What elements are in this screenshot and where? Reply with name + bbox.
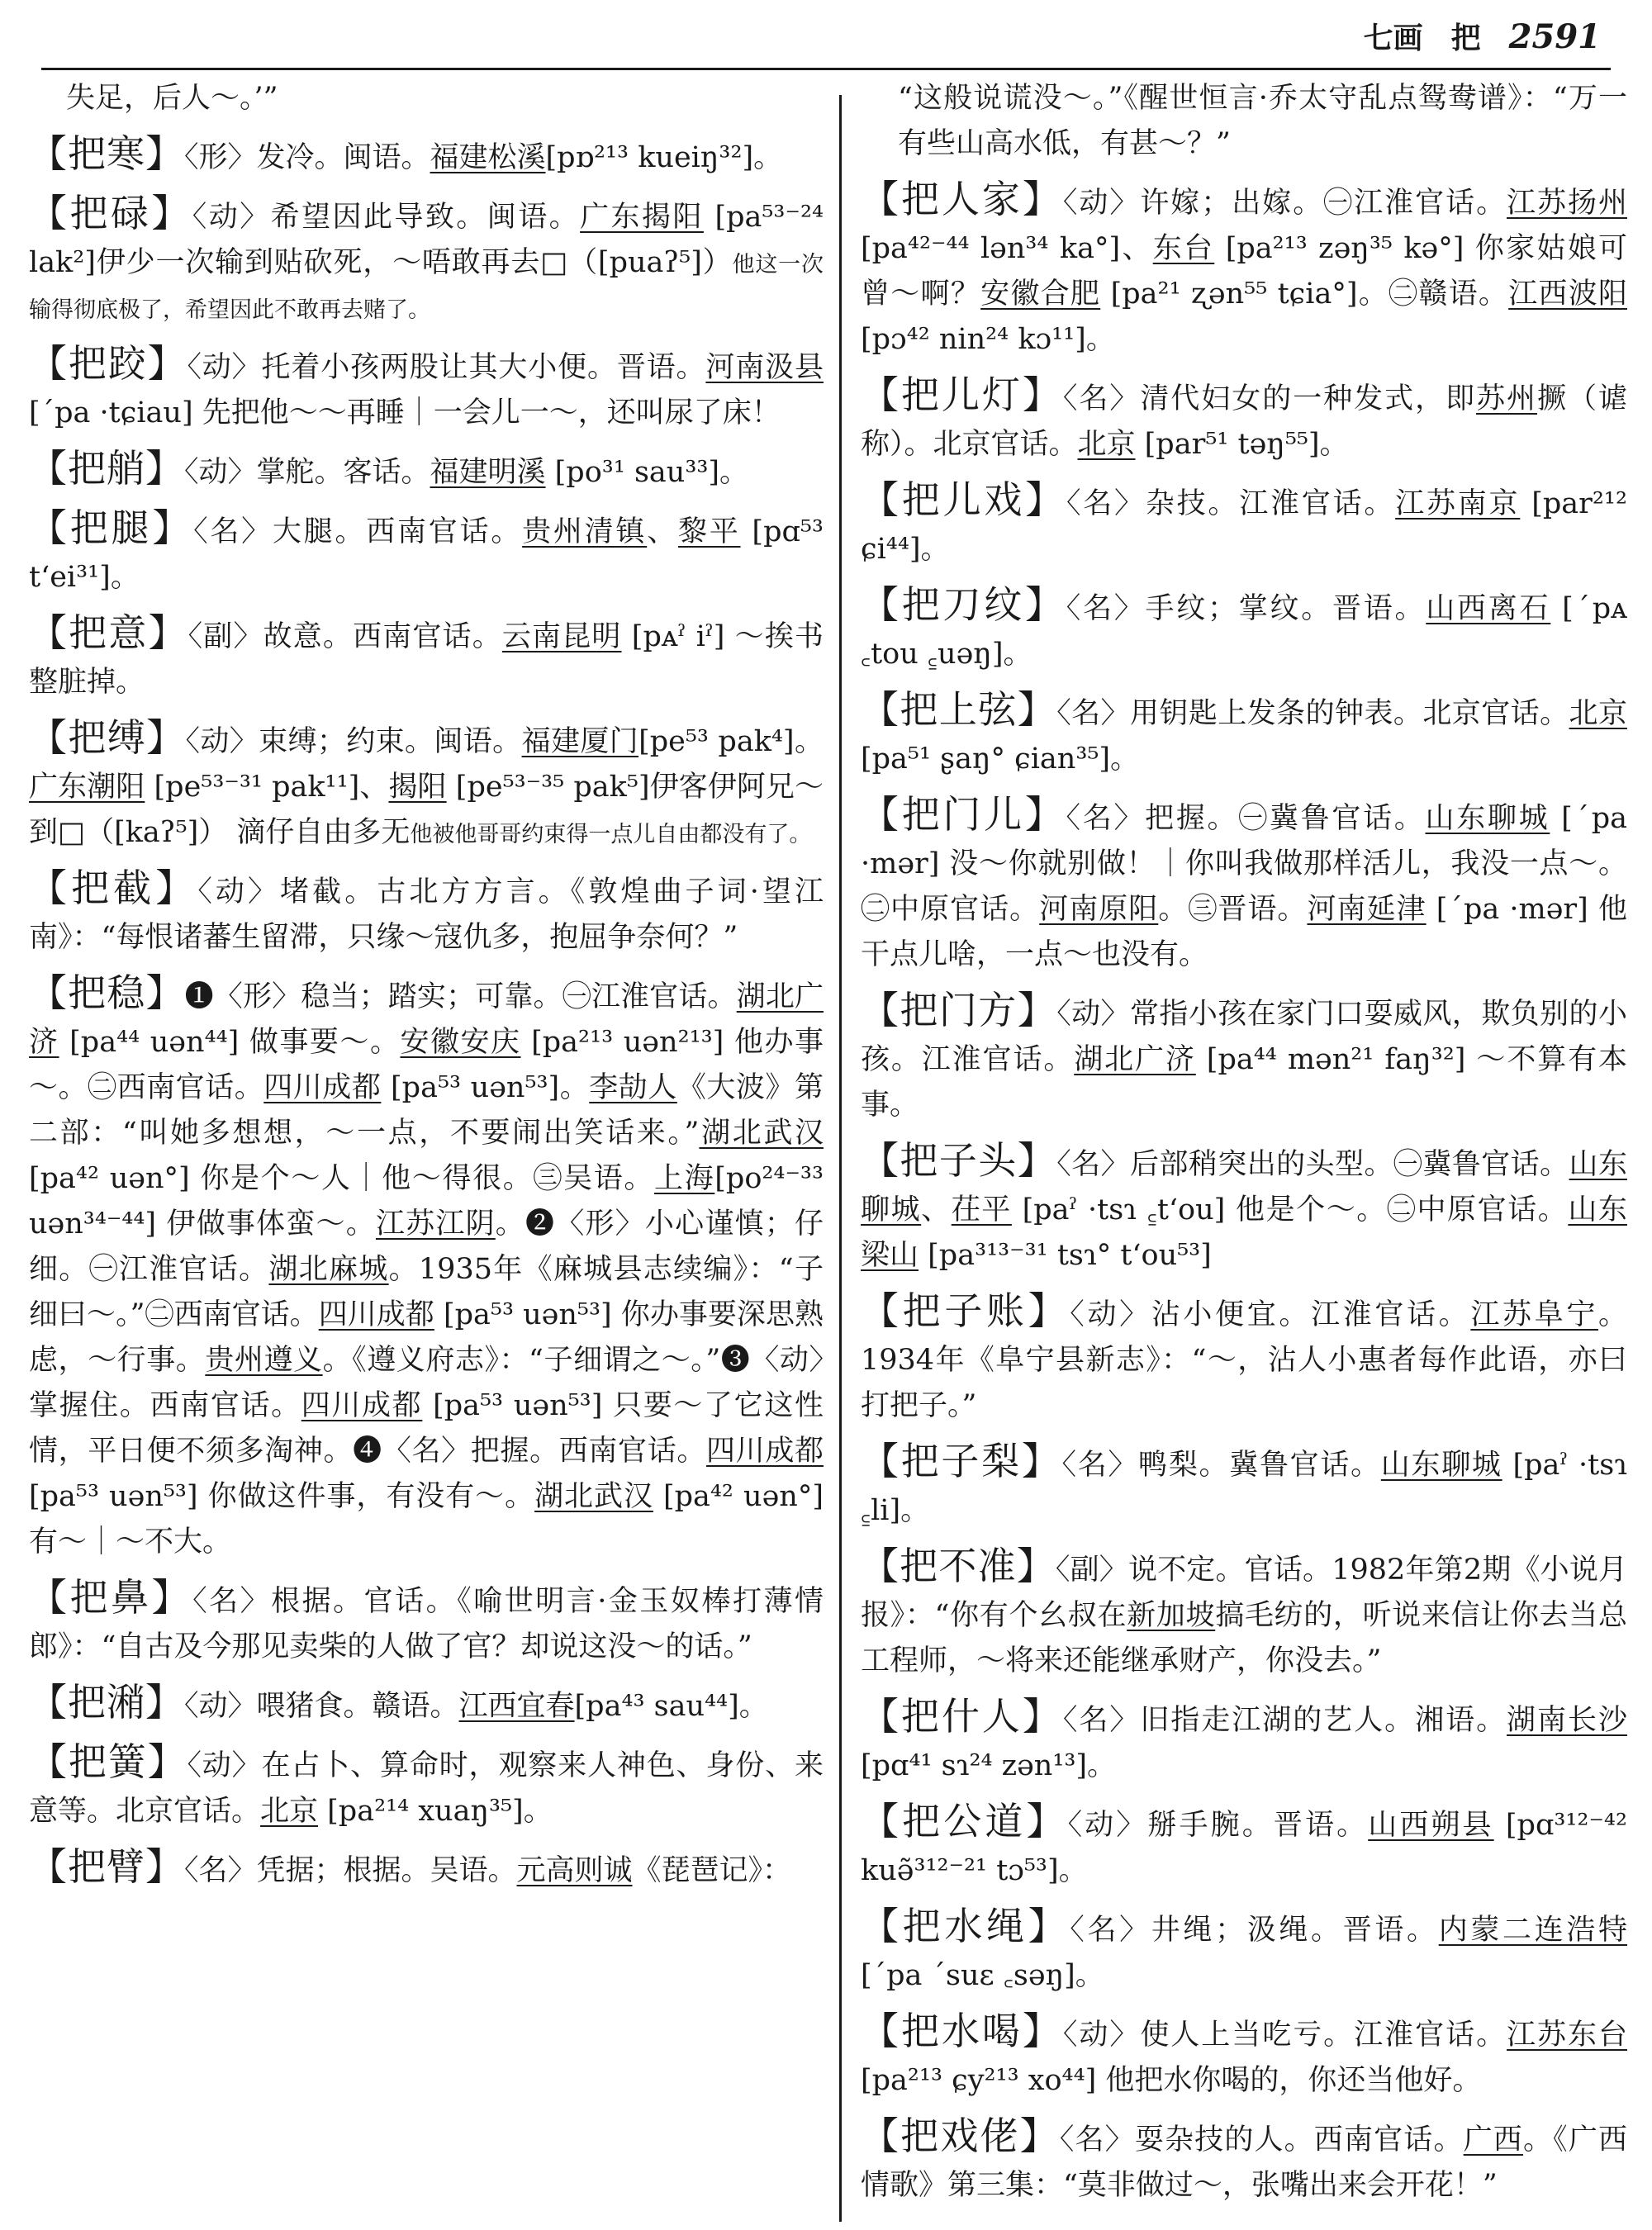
entry-headword: 【把人家】 (861, 177, 1063, 221)
column-divider (839, 95, 842, 2222)
dictionary-entry (861, 2009, 1627, 2104)
entry-headword: 【把缚】 (29, 715, 186, 760)
entry-text: [pɑ³¹²⁻⁴² kuə̃³¹²⁻²¹ tɔ⁵³]。 (861, 1809, 1627, 1887)
entry-text: 。1934年《阜宁县新志》：“～，沾人小惠者每作此语，亦曰打把子。” (861, 1298, 1627, 1422)
entry-headword: 【把意】 (29, 610, 188, 655)
entry-text: [pa⁴⁴ mən²¹ faŋ³²] ～不算有本事。 (861, 1043, 1627, 1122)
header-rule (41, 68, 1611, 70)
entry-text: [pɑ⁵³ tʻei³¹]。 (29, 515, 824, 594)
section-label: 七画 (1363, 21, 1423, 55)
place-name: 福建松溪 (430, 141, 546, 174)
place-name: 上海 (653, 1162, 715, 1195)
dictionary-entry (29, 866, 824, 961)
entry-headword: 【把水喝】 (861, 2009, 1063, 2053)
entry-text: [pa²¹³ ɕy²¹³ xo⁴⁴] 他把水你喝的，你还当他好。 (861, 2064, 1482, 2097)
entry-text: [ˊpa ·tɕiau] 先把他～～再睡｜一会儿一～，还叫尿了床！ (29, 396, 781, 429)
entry-text: 〈动〉堵截。古北方方言。《敦煌曲子词·望江南》：“每恨诸蕃生留滞，只缘～寇仇多，抱屈争奈何？” (29, 875, 824, 954)
entry-text: 〈动〉许嫁；出嫁。㊀江淮官话。 (1062, 187, 1507, 220)
dictionary-entry (29, 970, 824, 1565)
entry-headword: 【把臂】 (29, 1844, 184, 1889)
entry-text: 、 (647, 515, 678, 548)
place-name: 湖北广济 (29, 980, 824, 1059)
entry-text: 。❷〈形〉小心谨慎；仔细。㊀江淮官话。 (29, 1208, 824, 1286)
entry-text: 〈动〉掌舵。客话。 (184, 456, 430, 489)
entry-text: [par²¹² ɕi⁴⁴]。 (861, 487, 1627, 566)
entry-headword: 【把儿灯】 (861, 372, 1063, 417)
dictionary-entry (861, 1694, 1627, 1789)
dictionary-entry (861, 687, 1627, 782)
entry-text: 〈名〉手纹；掌纹。晋语。 (1066, 592, 1427, 625)
place-name: 贵州遵义 (205, 1344, 323, 1377)
entry-text: [pa⁴³ sau⁴⁴]。 (574, 1690, 768, 1723)
place-name: 新加坡 (1127, 1599, 1216, 1632)
right-column (861, 76, 1627, 2217)
place-name: 江苏东台 (1507, 2019, 1627, 2052)
entry-text: 〈名〉耍杂技的人。西南官话。 (1059, 2123, 1464, 2156)
place-name: 湖南长沙 (1507, 1704, 1627, 1737)
entry-text: 〈副〉说不定。官话。1982年第2期《小说月报》：“你有个幺叔在 (861, 1554, 1627, 1632)
place-name: 江西宜春 (458, 1690, 575, 1723)
place-name: 山西离石 (1426, 592, 1551, 625)
place-name: 山东聊城 (1380, 1449, 1502, 1482)
entry-text: 〈名〉鸭梨。冀鲁官话。 (1061, 1449, 1381, 1482)
dictionary-entry (29, 191, 824, 331)
dictionary-entry (29, 1575, 824, 1670)
entry-text: 撅（谑称）。北京官话。 (861, 382, 1627, 461)
entry-text: 〈名〉大腿。西南官话。 (193, 515, 523, 548)
entry-headword: 【把门方】 (861, 988, 1057, 1032)
dictionary-entry (861, 988, 1627, 1128)
place-name: 山西朔县 (1368, 1809, 1494, 1842)
entry-headword: 【把戏佬】 (861, 2114, 1060, 2158)
dictionary-entry (861, 477, 1627, 572)
entry-text: 〈名〉井绳；汲绳。晋语。 (1070, 1914, 1439, 1947)
entry-text: 〈动〉托着小孩两股让其大小便。晋语。 (187, 351, 706, 384)
dictionary-entry (861, 177, 1627, 363)
entry-text: [pa⁵³ uən⁵³]。 (381, 1071, 590, 1104)
place-name: 山东梁山 (861, 1193, 1627, 1272)
place-name: 北京 (260, 1795, 319, 1828)
place-name: 贵州清镇 (522, 515, 648, 548)
entry-text: “这般说谎没～。”《醒世恒言·乔太守乱点鸳鸯谱》：“万一有些山高水低，有甚～？” (898, 82, 1627, 160)
entry-text: [pa⁵³⁻²⁴ lak²]伊少一次输到贴砍死，～唔敢再去□（[puaʔ⁵]） (29, 201, 824, 279)
entry-text: [pa⁵¹ ʂaŋ° ɕian³⁵]。 (861, 743, 1140, 776)
entry-text: [pᴀˀ iˀ] ～挨书整脏掉。 (29, 620, 824, 699)
entry-text: [ˊpa ˊsuɛ ꜀səŋ]。 (861, 1959, 1104, 1992)
dictionary-entry (861, 1904, 1627, 1999)
entry-text: 〈动〉希望因此导致。闽语。 (192, 201, 581, 234)
dictionary-entry (29, 1739, 824, 1834)
entry-text: 〈动〉在占卜、算命时，观察来人神色、身份、来意等。北京官话。 (29, 1749, 824, 1828)
entry-headword: 【把水绳】 (861, 1904, 1070, 1948)
entry-text: [pa²¹³ uən²¹³] 他办事～。㊁西南官话。 (29, 1026, 824, 1104)
entry-text: 〈名〉杂技。江淮官话。 (1066, 487, 1396, 520)
entry-headword: 【把公道】 (861, 1799, 1068, 1843)
place-name: 北京 (1077, 428, 1136, 461)
entry-headword: 【把子头】 (861, 1138, 1057, 1183)
place-name: 云南昆明 (501, 620, 622, 653)
dictionary-entry (861, 1138, 1627, 1279)
dictionary-entry (861, 1544, 1627, 1684)
entry-text: [pe⁵³ pak⁴]。 (638, 725, 824, 758)
place-name: 山东聊城 (1425, 802, 1550, 835)
entry-headword: 【把刀纹】 (861, 582, 1066, 627)
entry-text: [paˀ ·tsɿ ꜁tʻou] 他是个～。㊁中原官话。 (1011, 1193, 1569, 1226)
entry-headword: 【把腿】 (29, 505, 194, 550)
entry-headword: 【把子账】 (861, 1288, 1070, 1333)
place-name: 河南汲县 (705, 351, 824, 384)
entry-text: 〈名〉清代妇女的一种发式，即 (1062, 382, 1477, 415)
entry-text: [pa⁵³ uən⁵³] 你做这件事，有没有～。 (29, 1480, 535, 1513)
entry-text: [ˊpᴀ ꜀tou ꜁uəŋ]。 (861, 592, 1627, 671)
dictionary-entry (861, 1439, 1627, 1534)
place-name: 河南原阳 (1039, 893, 1159, 926)
entry-text: [ˊpa ·mər] 没～你就别做！｜你叫我做那样活儿，我没一点～。㊁中原官话。 (861, 802, 1627, 926)
entry-text: [pa⁴² uən°] 有～｜～不大。 (29, 1480, 824, 1559)
place-name: 河南延津 (1307, 893, 1427, 926)
entry-text: [pa²¹ ʐən⁵⁵ tɕia°]。㊁赣语。 (1100, 278, 1509, 311)
place-name: 福建厦门 (521, 725, 639, 758)
dictionary-entry (29, 1680, 824, 1729)
entry-headword: 【把碌】 (29, 191, 192, 235)
entry-text: [pɒ²¹³ kueiŋ³²]。 (545, 141, 783, 174)
place-name: 东台 (1152, 232, 1215, 265)
place-name: 元高则诚 (516, 1854, 633, 1887)
entry-text: [pa⁴²⁻⁴⁴ lən³⁴ ka°]、 (861, 232, 1153, 265)
dictionary-entry (861, 1799, 1627, 1894)
dictionary-entry (29, 446, 824, 496)
entry-text: [pɑ⁴¹ sɿ²⁴ zən¹³]。 (861, 1749, 1117, 1782)
entry-text: [pa⁵³ uən⁵³] 只要～了它这性情，平日便不须多淘神。❹〈名〉把握。西南官话。 (29, 1389, 824, 1468)
entry-text: 。1935年《麻城县志续编》：“子细曰～。”㊁西南官话。 (29, 1253, 824, 1331)
dictionary-entry (861, 372, 1627, 467)
entry-text: 〈动〉束缚；约束。闽语。 (185, 725, 522, 758)
page-header (1364, 15, 1601, 61)
entry-text: [po³¹ sau³³]。 (545, 456, 749, 489)
entry-text: 〈副〉故意。西南官话。 (188, 620, 502, 653)
entry-headword: 【把稳】 (29, 970, 185, 1015)
entry-continuation (66, 76, 824, 121)
left-column (29, 76, 824, 2217)
dictionary-entry (861, 582, 1627, 677)
entry-gloss: 他被他哥哥约束得一点儿自由都没有了。 (410, 822, 812, 847)
dictionary-entry (29, 1844, 824, 1894)
place-name: 四川成都 (263, 1071, 382, 1104)
place-name: 广西 (1463, 2123, 1523, 2156)
entry-text: 。《遵义府志》：“子细谓之～。”❸〈动〉掌握住。西南官话。 (29, 1344, 824, 1422)
entry-headword: 【把儿戏】 (861, 477, 1066, 522)
entry-text: [paˀ ·tsɿ ꜁li]。 (861, 1449, 1627, 1527)
entry-text: 、 (921, 1193, 952, 1226)
dictionary-entry (29, 505, 824, 600)
entry-continuation (898, 76, 1627, 167)
entry-text: 〈动〉使人上当吃亏。江淮官话。 (1062, 2019, 1507, 2052)
entry-headword: 【把鼻】 (29, 1575, 193, 1620)
entry-headword: 【把艄】 (29, 446, 184, 491)
place-name: 四川成都 (318, 1298, 434, 1331)
entry-headword: 【把寒】 (29, 131, 184, 176)
place-name: 茌平 (951, 1193, 1012, 1226)
dictionary-entry (29, 131, 824, 181)
entry-headword: 【把跤】 (29, 341, 188, 386)
entry-text: [pa⁴⁴ uən⁴⁴] 做事要～。 (59, 1026, 401, 1059)
entry-text: 失足，后人～。’” (66, 82, 278, 115)
place-name: 北京 (1569, 697, 1627, 730)
entry-text: 〈动〉沾小便宜。江淮官话。 (1070, 1298, 1471, 1331)
place-name: 四川成都 (301, 1389, 423, 1422)
entry-headword: 【把上弦】 (861, 687, 1057, 732)
dictionary-entry (29, 610, 824, 705)
entry-text: [par⁵¹ təŋ⁵⁵]。 (1135, 428, 1349, 461)
entry-text: 搞毛纺的，听说来信让你去当总工程师，～将来还能继承财产，你没去。” (861, 1599, 1627, 1677)
entry-text: [pe⁵³⁻³⁵ pak⁵]伊客伊阿兄～到□（[kaʔ⁵]） 滴仔自由多无 (29, 771, 824, 849)
place-name: 广东揭阳 (580, 201, 704, 234)
place-name: 内蒙二连浩特 (1438, 1914, 1627, 1947)
entry-headword: 【把截】 (29, 866, 198, 910)
entry-text: 〈名〉用钥匙上发条的钟表。北京官话。 (1056, 697, 1569, 730)
place-name: 湖北麻城 (268, 1253, 389, 1286)
place-name: 山东聊城 (861, 1148, 1627, 1226)
place-name: 黎平 (677, 515, 741, 548)
entry-text: [pa²¹⁴ xuaŋ³⁵]。 (318, 1795, 553, 1828)
entry-text: [pa²¹³ zəŋ³⁵ kə°] 你家姑娘可曾～啊？ (861, 232, 1627, 311)
entry-gloss: 他这一次输得彻底极了，希望因此不敢再去赌了。 (29, 252, 824, 323)
place-name: 苏州 (1476, 382, 1538, 415)
dictionary-entry (29, 341, 824, 436)
entry-text: 〈动〉掰手腕。晋语。 (1067, 1809, 1369, 1842)
entry-headword: 【把不准】 (861, 1544, 1056, 1588)
entry-text: [pa⁵³ uən⁵³] 你办事要深思熟虑，～行事。 (29, 1298, 824, 1377)
dictionary-entry (861, 792, 1627, 978)
entry-text: 〈名〉后部稍突出的头型。㊀冀鲁官话。 (1056, 1148, 1569, 1181)
entry-text: 〈动〉喂猪食。赣语。 (184, 1690, 459, 1723)
header-character: 把 (1450, 21, 1481, 55)
entry-headword: 【把簧】 (29, 1739, 188, 1784)
entry-text: 。㊂晋语。 (1158, 893, 1308, 926)
entry-headword: 【把门儿】 (861, 792, 1066, 837)
place-name: 广东潮阳 (29, 771, 145, 804)
entry-text: 《琵琶记》： (632, 1854, 792, 1887)
place-name: 揭阳 (388, 771, 447, 804)
place-name: 湖北武汉 (534, 1480, 653, 1513)
dictionary-entry (861, 2114, 1627, 2209)
entry-text: [pɔ⁴² nin²⁴ kɔ¹¹]。 (861, 323, 1115, 356)
entry-text: 〈形〉发冷。闽语。 (184, 141, 430, 174)
place-name: 江西波阳 (1508, 278, 1627, 311)
place-name: 江苏阜宁 (1470, 1298, 1598, 1331)
entry-text: 〈名〉把握。㊀冀鲁官话。 (1066, 802, 1426, 835)
entry-headword: 【把什人】 (861, 1694, 1063, 1739)
place-name: 江苏江阴 (375, 1208, 496, 1241)
dictionary-entry (861, 1288, 1627, 1429)
page-number: 2591 (1508, 17, 1601, 56)
entry-text: 《大波》第二部：“叫她多想想，～一点，不要闹出笑话来。” (29, 1071, 824, 1150)
place-name: 四川成都 (706, 1435, 824, 1468)
entry-text: 〈动〉常指小孩在家门口耍威风，欺负别的小孩。江淮官话。 (861, 998, 1627, 1076)
entry-headword: 【把子梨】 (861, 1439, 1062, 1483)
place-name: 江苏南京 (1395, 487, 1521, 520)
place-name: 安徽合肥 (980, 278, 1101, 311)
entry-text: ❶〈形〉稳当；踏实；可靠。㊀江淮官话。 (184, 980, 737, 1013)
entry-text: 〈名〉凭据；根据。吴语。 (184, 1854, 517, 1887)
entry-headword: 【把潲】 (29, 1680, 184, 1725)
entry-text: 〈名〉旧指走江湖的艺人。湘语。 (1062, 1704, 1507, 1737)
entry-text: [ˊpa ·mər] 他干点儿啥，一点～也没有。 (861, 893, 1627, 971)
entry-text: [pa⁴² uən°] 你是个～人｜他～得很。㊂吴语。 (29, 1162, 654, 1195)
dictionary-entry (29, 715, 824, 856)
entry-text: [pa³¹³⁻³¹ tsɿ° tʻou⁵³] (919, 1239, 1212, 1272)
place-name: 湖北广济 (1074, 1043, 1196, 1076)
place-name: 江苏扬州 (1507, 187, 1627, 220)
place-name: 李劼人 (589, 1071, 677, 1104)
place-name: 安徽安庆 (400, 1026, 521, 1059)
place-name: 福建明溪 (430, 456, 546, 489)
entry-text: [pe⁵³⁻³¹ pak¹¹]、 (145, 771, 389, 804)
place-name: 湖北武汉 (699, 1117, 824, 1150)
entry-text: [po²⁴⁻³³ uən³⁴⁻⁴⁴] 伊做事体蛮～。 (29, 1162, 824, 1241)
entry-text: 。《广西情歌》第三集：“莫非做过～，张嘴出来会开花！” (861, 2123, 1627, 2202)
entry-text: 〈名〉根据。官话。《喻世明言·金玉奴棒打薄情郎》：“自古及今那见卖柴的人做了官？却说这没～的话。” (29, 1585, 824, 1663)
